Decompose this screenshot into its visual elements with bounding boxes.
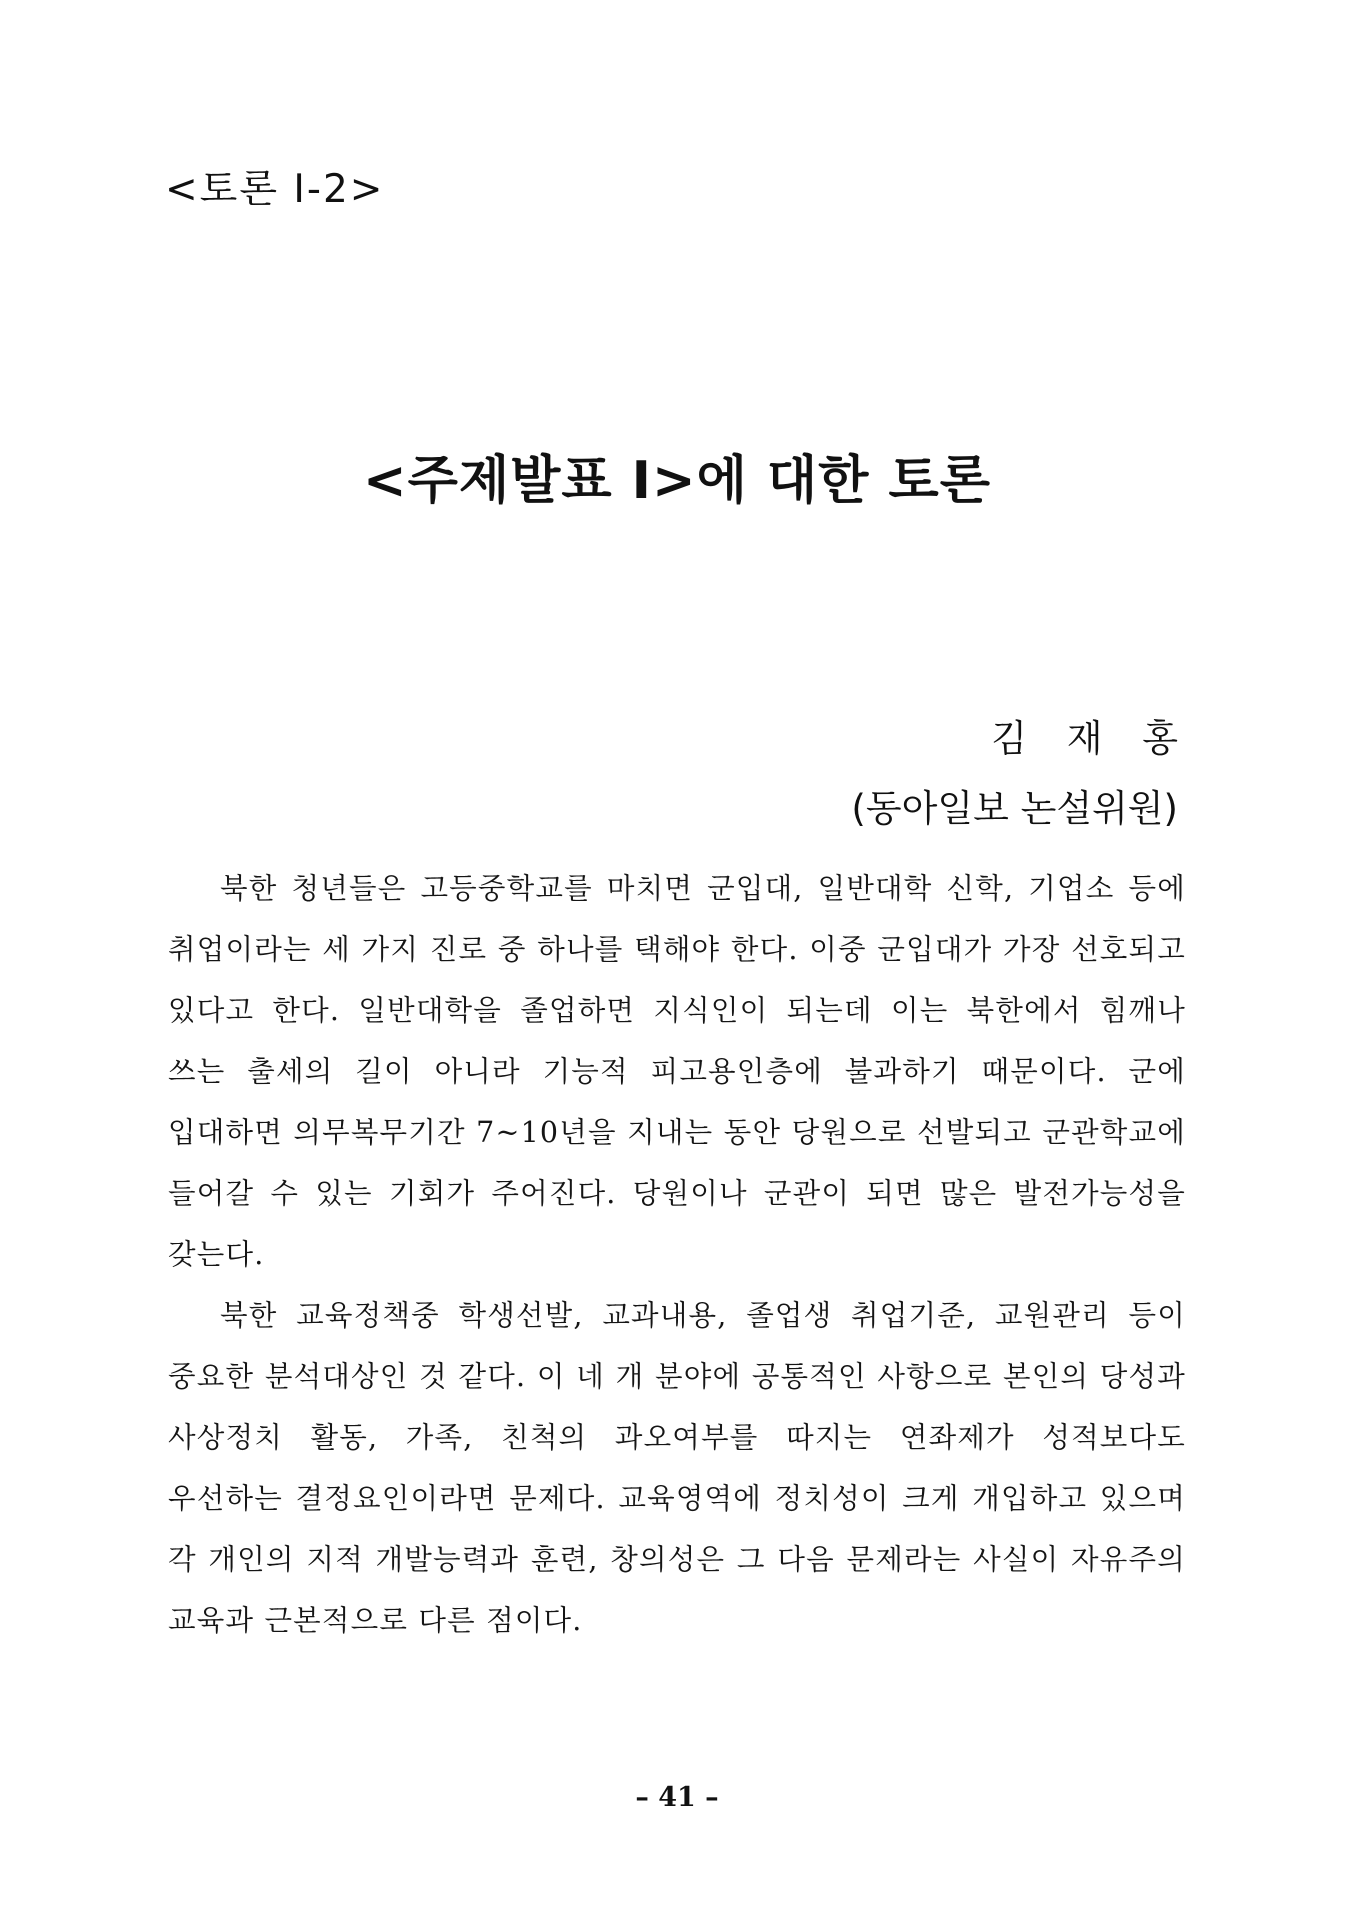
page-title: <주제발표 Ⅰ>에 대한 토론 [363,451,991,511]
paragraph-2: 북한 교육정책중 학생선발, 교과내용, 졸업생 취업기준, 교원관리 등이 중요한 분석대상인 것 같다. 이 네 개 분야에 공통적인 사항으로 본인의 당성과 사상정치 활동, 가족, 친척의 과오여부를 따지는 연좌제가 성적보다도 우선하는 결정요인이라면 문제다. 교육영역에 정치성이 크게 개입하고 있으며 각 개인의 지적 개발능력과 훈련, 창의성은 그 다음 문제라는 사실이 자유주의 교육과 근본적으로 다른 점이다. [168,1299,1186,1637]
author-block [851,710,1192,838]
body-text [168,858,1186,1651]
paragraph-1: 북한 청년들은 고등중학교를 마치면 군입대, 일반대학 신학, 기업소 등에 취업이라는 세 가지 진로 중 하나를 택해야 한다. 이중 군입대가 가장 선호되고 있다고 한다. 일반대학을 졸업하면 지식인이 되는데 이는 북한에서 힘깨나 쓰는 출세의 길이 아니라 기능적 피고용인층에 불과하기 때문이다. 군에 입대하면 의무복무기간 7~10년을 지내는 동안 당원으로 선발되고 군관학교에 들어갈 수 있는 기회가 주어진다. 당원이나 군관이 되면 많은 발전가능성을 갖는다. [168,872,1186,1271]
author-affiliation: (동아일보 논설위원) [851,787,1178,830]
page-number: – 41 – [635,1782,719,1813]
section-label: <토론 Ⅰ-2> [165,167,385,212]
author-name: 김 재 홍 [991,717,1192,760]
